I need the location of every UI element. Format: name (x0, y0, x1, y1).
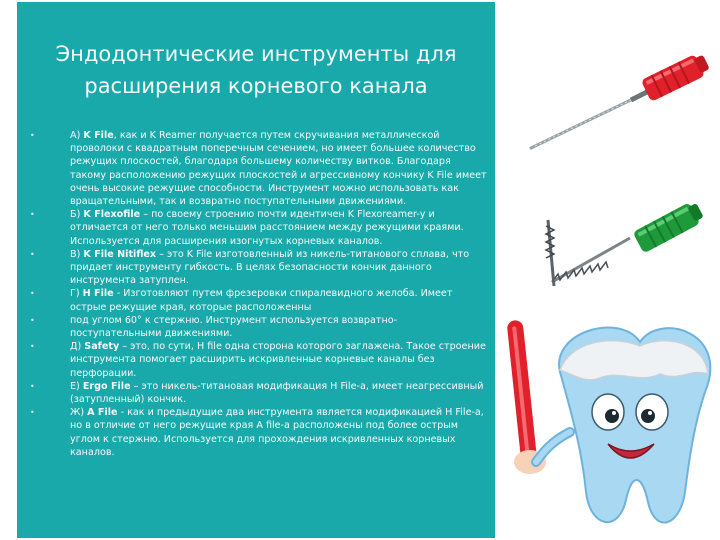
instrument-list (30, 129, 488, 459)
bullet: • (30, 408, 35, 418)
instrument-name: Safety (84, 341, 120, 353)
instrument-name: H File (82, 288, 114, 300)
list-item (30, 406, 488, 459)
instrument-name: A File (87, 407, 118, 419)
item-lead: В) (70, 248, 84, 260)
instrument-name: K File (83, 130, 114, 141)
slide-title (37, 38, 475, 102)
item-lead: Б) (70, 209, 84, 221)
title-line-2: расширения корневого канала (84, 74, 428, 98)
item-text: – это никель-титановая модификация H File-a, имеет неагрессивный (затупленный) кончик. (70, 380, 484, 406)
instrument-name: K Flexofile (83, 209, 141, 221)
list-item (30, 380, 488, 406)
instrument-name: Ergo File (82, 380, 131, 392)
red-file-illustration (495, 20, 715, 160)
list-item (30, 129, 488, 208)
item-text: – это K File изготовленный из никель-титанового сплава, что придает инструменту гибкость. В целях безопасности кончик данного инструмента затуплен. (70, 248, 470, 287)
bullet: • (30, 315, 35, 325)
item-text: под углом 60° к стержню. Инструмент используется возвратно-поступательными движениями. (70, 314, 398, 340)
bullet: • (30, 210, 35, 220)
title-line-1: Эндодонтические инструменты для (55, 42, 457, 66)
item-text: - Изготовляют путем фрезеровки спиралевидного желоба. Имеет острые режущие края, которые расположенны (70, 288, 453, 313)
bullet: • (30, 249, 35, 259)
item-lead: Е) (70, 380, 83, 392)
bullet: • (30, 342, 35, 352)
list-item (30, 314, 488, 340)
item-lead: А) (70, 130, 84, 141)
item-text: – по своему строению почти идентичен K Flexoreamer-у и отличается от него только меньшим расстоянием между режущими краями. Используется для расширения изогнутых корневых каналов. (70, 209, 464, 247)
bullet: • (30, 381, 35, 391)
instrument-name: K File Nitiflex (83, 248, 157, 260)
item-lead: Г) (70, 288, 83, 300)
list-item (30, 248, 488, 288)
green-file-illustration (530, 190, 720, 300)
tooth-mascot-illustration (490, 312, 720, 540)
bullet: • (30, 131, 35, 140)
list-item (30, 208, 488, 248)
bullet: • (30, 289, 35, 299)
list-item (30, 340, 488, 380)
item-lead: Д) (70, 341, 85, 353)
item-text: – это, по сути, H file одна сторона которого заглажена. Такое строение инструмента помогает расширить искривленные корневые каналы без перфорации. (70, 341, 486, 379)
item-text: - как и предыдущие два инструмента является модификацией H File-a, но в отличие от него режущие края A file-a расположены под более острым углом к стержню. Используется для прохождения искривленных корневых каналов. (70, 407, 484, 458)
list-item (30, 287, 488, 313)
item-lead: Ж) (70, 407, 88, 419)
item-text: , как и K Reamer получается путем скручивания металлической проволоки с квадратным поперечным сечением, но имеет большее количество режущих плоскостей, благодаря большему количеству витков. Благодаря такому расположению режущих плоскостей и агрессивному кончику K File имеет очень высокие режущие способности. Инструмент можно использовать как вращательными, так и возвратно поступательными движениями. (70, 130, 487, 208)
